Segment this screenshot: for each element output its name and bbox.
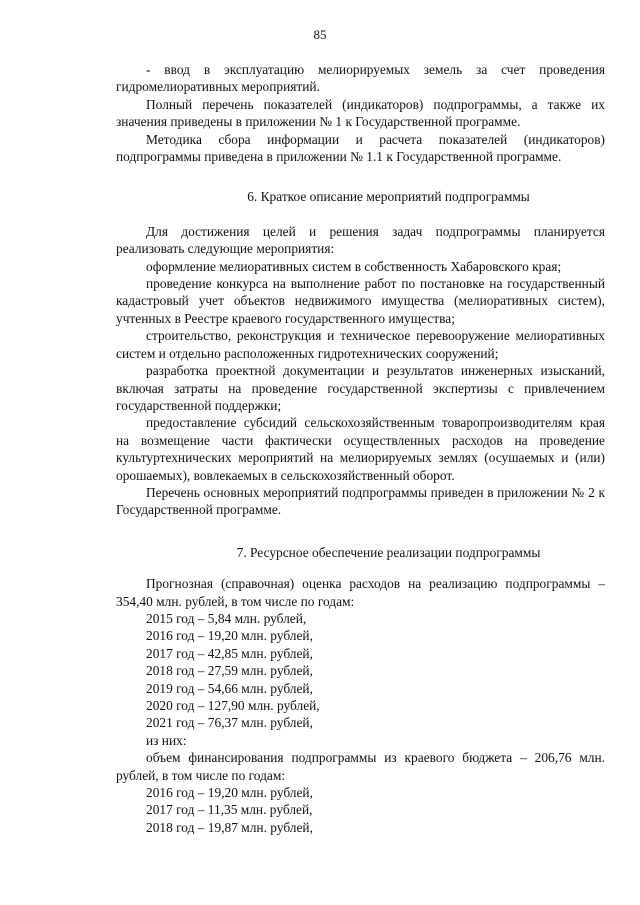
year-total-2019: 2019 год – 54,66 млн. рублей,	[146, 680, 313, 696]
measure-design-documentation: разработка проектной документации и результатов инженерных изысканий, включая затраты на проведение государственной экспертизы с привлечением государственной поддержки;	[116, 363, 605, 413]
year-total-2016: 2016 год – 19,20 млн. рублей,	[146, 628, 313, 644]
measure-registration: оформление мелиоративных систем в собственность Хабаровского края;	[146, 258, 562, 274]
paragraph-methodology: Методика сбора информации и расчета показателей (индикаторов) подпрограммы приведена в приложении № 1.1 к Государственной программе.	[116, 131, 605, 165]
of-which-label: из них:	[146, 732, 187, 748]
year-regional-2017: 2017 год – 11,35 млн. рублей,	[146, 802, 313, 818]
page-number: 85	[313, 27, 327, 42]
measure-cadastral-tender: проведение конкурса на выполнение работ по постановке на государственный кадастровый учет объектов недвижимого имущества (мелиоративных систем), учтенных в Реестре краевого государственного имущества;	[116, 276, 605, 326]
year-total-2015: 2015 год – 5,84 млн. рублей,	[146, 610, 307, 626]
year-total-2017: 2017 год – 42,85 млн. рублей,	[146, 645, 313, 661]
year-total-2021: 2021 год – 76,37 млн. рублей,	[146, 715, 313, 731]
measure-construction: строительство, реконструкция и техническое перевооружение мелиоративных систем и отдельно расположенных гидротехнических сооружений;	[116, 328, 605, 361]
page-content	[116, 61, 605, 836]
section-7-heading: 7. Ресурсное обеспечение реализации подпрограммы	[236, 544, 541, 560]
year-total-2020: 2020 год – 127,90 млн. рублей,	[146, 698, 320, 713]
section-7-intro: Прогнозная (справочная) оценка расходов на реализацию подпрограммы – 354,40 млн. рублей, в том числе по годам:	[116, 576, 605, 609]
year-regional-2016: 2016 год – 19,20 млн. рублей,	[146, 785, 313, 801]
year-total-2018: 2018 год – 27,59 млн. рублей,	[146, 663, 313, 679]
measure-subsidies: предоставление субсидий сельскохозяйственным товаропроизводителям края на возмещение части фактически осуществленных расходов на проведение культуртехнических мероприятий на мелиорируемых землях (осушаемых и (или) орошаемых), вовлекаемых в сельскохозяйственный оборот.	[116, 415, 605, 483]
paragraph-indicators-list: Полный перечень показателей (индикаторов) подпрограммы, а также их значения приведены в приложении № 1 к Государственной программе.	[116, 96, 605, 130]
section-6-measures-list: Перечень основных мероприятий подпрограммы приведен в приложении № 2 к Государственной программе.	[116, 484, 605, 518]
paragraph-commissioning: - ввод в эксплуатацию мелиорируемых земель за счет проведения гидромелиоративных мероприятий.	[116, 62, 605, 95]
section-6-heading: 6. Краткое описание мероприятий подпрограммы	[247, 189, 530, 205]
regional-budget-intro: объем финансирования подпрограммы из краевого бюджета – 206,76 млн. рублей, в том числе по годам:	[116, 750, 605, 783]
section-6-intro: Для достижения целей и решения задач подпрограммы планируется реализовать следующие мероприятия:	[116, 223, 605, 257]
year-regional-2018: 2018 год – 19,87 млн. рублей,	[146, 819, 313, 835]
